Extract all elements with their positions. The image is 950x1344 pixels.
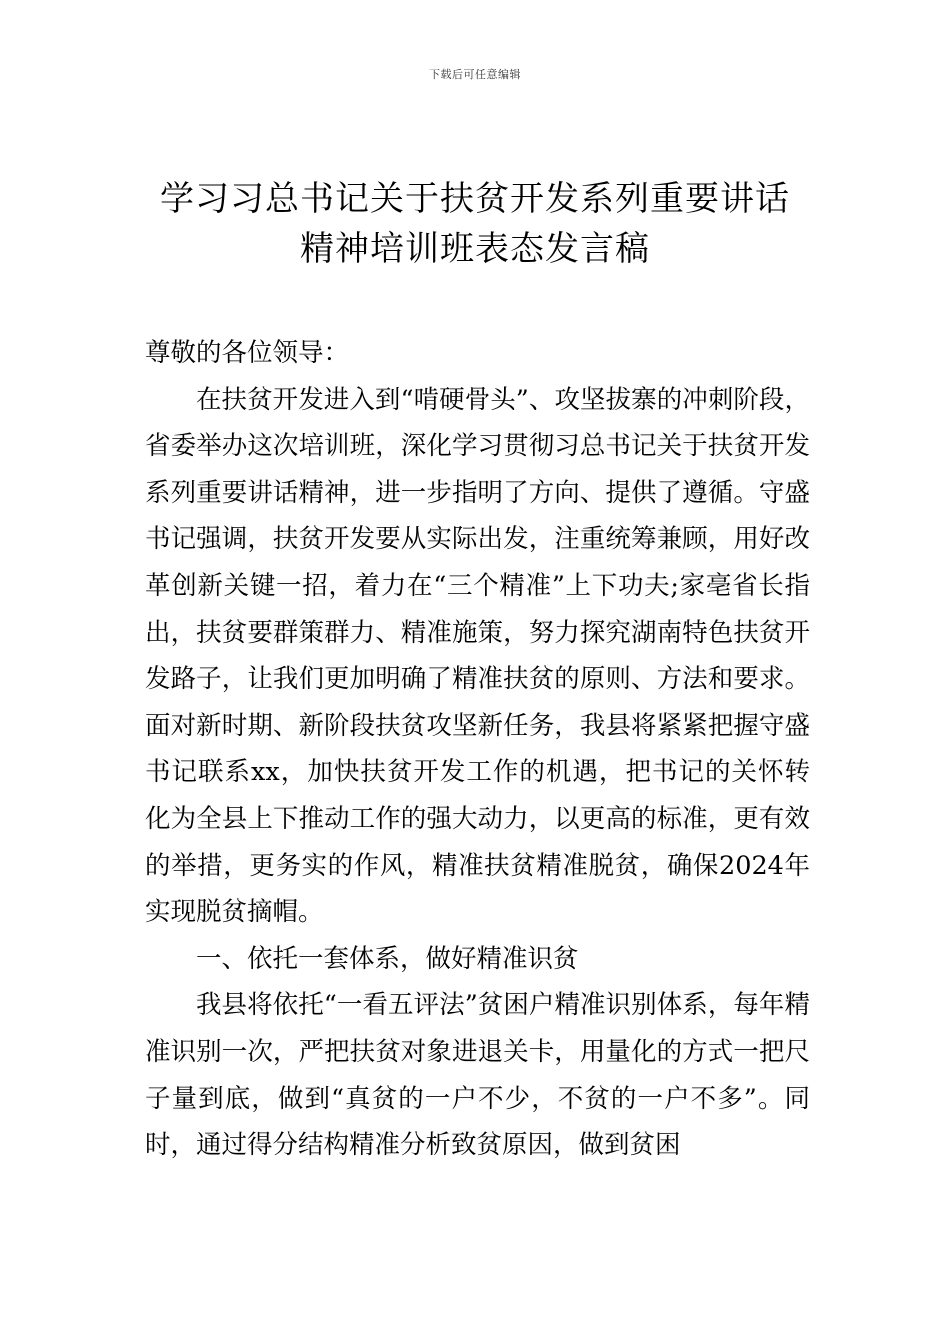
header-note: 下载后可任意编辑 bbox=[429, 68, 521, 81]
paragraph-intro: 在扶贫开发进入到“啃硬骨头”、攻坚拔寨的冲刺阶段，省委举办这次培训班，深化学习贯彻习总书记关于扶贫开发系列重要讲话精神，进一步指明了方向、提供了遵循。守盛书记强调，扶贫开发要从实际出发，注重统筹兼顾，用好改革创新关键一招，着力在“三个精准”上下功夫;家亳省长指出，扶贫要群策群力、精准施策，努力探究湖南特色扶贫开发路子，让我们更加明确了精准扶贫的原则、方法和要求。面对新时期、新阶段扶贫攻坚新任务，我县将紧紧把握守盛书记联系xx，加快扶贫开发工作的机遇，把书记的关怀转化为全县上下推动工作的强大动力，以更高的标准，更有效的举措，更务实的作风，精准扶贫精准脱贫，确保2024年实现脱贫摘帽。 bbox=[145, 384, 810, 928]
section-heading-1: 一、依托一套体系，做好精准识贫 bbox=[196, 943, 579, 974]
document-body bbox=[145, 330, 810, 1169]
paragraph-section-1: 我县将依托“一看五评法”贫困户精准识别体系，每年精准识别一次，严把扶贫对象进退关卡，用量化的方式一把尺子量到底，做到“真贫的一户不少，不贫的一户不多”。同时，通过得分结构精准分析致贫原因，做到贫困 bbox=[145, 990, 810, 1161]
document-title bbox=[0, 174, 950, 274]
title-line-2: 精神培训班表态发言稿 bbox=[300, 229, 650, 269]
title-line-1: 学习习总书记关于扶贫开发系列重要讲话 bbox=[160, 179, 790, 219]
salutation: 尊敬的各位领导： bbox=[145, 338, 350, 368]
